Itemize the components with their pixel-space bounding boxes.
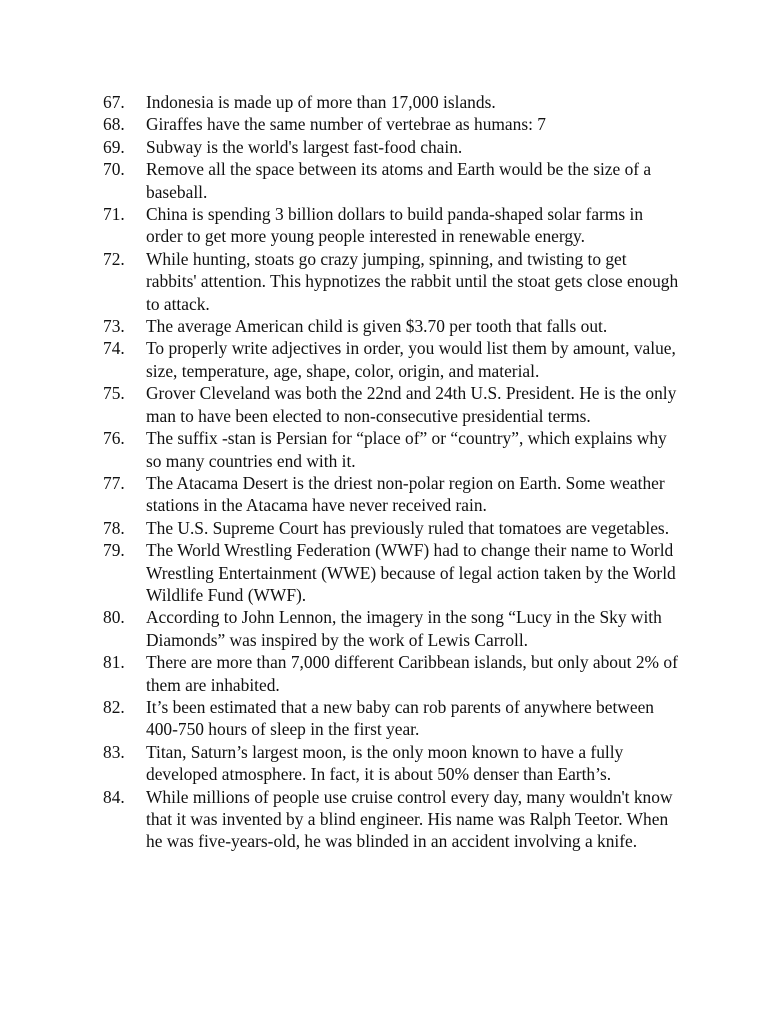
list-item	[100, 203, 680, 248]
list-item	[100, 337, 680, 382]
list-item-number: 69.	[103, 136, 125, 157]
list-item-text: There are more than 7,000 different Caribbean islands, but only about 2% of them are inhabited.	[146, 652, 678, 695]
list-item-text: Giraffes have the same number of vertebrae as humans: 7	[146, 114, 546, 135]
list-item-number: 81.	[103, 652, 125, 673]
list-item	[100, 696, 680, 741]
list-item	[100, 472, 680, 517]
list-item	[100, 136, 680, 158]
list-item-number: 68.	[103, 114, 125, 135]
list-item	[100, 315, 680, 337]
list-item-number: 71.	[103, 204, 125, 225]
list-item-number: 67.	[103, 92, 125, 112]
list-item-number: 73.	[103, 316, 125, 337]
list-item-text: While millions of people use cruise control every day, many wouldn't know that it was invented by a blind engineer. His name was Ralph Teetor. When he was five-years-old, he was blinded in an accident involving a knife.	[146, 786, 673, 852]
list-item	[100, 786, 680, 853]
list-item-text: The U.S. Supreme Court has previously ruled that tomatoes are vegetables.	[146, 517, 670, 538]
list-item-text: Indonesia is made up of more than 17,000 islands.	[146, 92, 496, 112]
list-item	[100, 606, 680, 651]
list-item-number: 80.	[103, 607, 125, 628]
list-item-text: To properly write adjectives in order, you would list them by amount, value, size, temperature, age, shape, color, origin, and material.	[146, 338, 676, 381]
list-item-number: 77.	[103, 472, 125, 493]
list-item-number: 79.	[103, 540, 125, 561]
list-item	[100, 382, 680, 427]
list-item-text: According to John Lennon, the imagery in the song “Lucy in the Sky with Diamonds” was inspired by the work of Lewis Carroll.	[146, 607, 662, 650]
list-item-number: 72.	[103, 248, 125, 269]
list-item	[100, 651, 680, 696]
list-item	[100, 158, 680, 203]
list-item-number: 84.	[103, 786, 125, 807]
list-item-text: The Atacama Desert is the driest non-polar region on Earth. Some weather stations in the Atacama have never received rain.	[146, 472, 665, 516]
list-item	[100, 539, 680, 606]
list-item	[100, 427, 680, 472]
list-item-number: 78.	[103, 517, 125, 538]
list-item-text: The World Wrestling Federation (WWF) had to change their name to World Wrestling Entertainment (WWE) because of legal action taken by the World Wildlife Fund (WWF).	[146, 540, 676, 605]
list-item-text: Remove all the space between its atoms and Earth would be the size of a baseball.	[146, 159, 652, 202]
list-item-number: 75.	[103, 383, 125, 404]
list-item	[100, 91, 680, 113]
list-item-text: It’s been estimated that a new baby can rob parents of anywhere between 400-750 hours of sleep in the first year.	[146, 696, 654, 740]
list-item-text: China is spending 3 billion dollars to build panda-shaped solar farms in order to get more young people interested in renewable energy.	[146, 204, 644, 247]
facts-list	[100, 91, 680, 853]
list-item-number: 70.	[103, 159, 125, 180]
list-item-text: The average American child is given $3.70 per tooth that falls out.	[146, 316, 608, 337]
list-item-text: While hunting, stoats go crazy jumping, spinning, and twisting to get rabbits' attention. This hypnotizes the rabbit until the stoat gets close enough to attack.	[146, 248, 679, 314]
list-item	[100, 248, 680, 315]
list-item-text: The suffix -stan is Persian for “place of” or “country”, which explains why so many countries end with it.	[146, 428, 667, 471]
list-item	[100, 517, 680, 539]
list-item-text: Subway is the world's largest fast-food chain.	[146, 136, 463, 157]
list-item-number: 83.	[103, 741, 125, 762]
list-item	[100, 113, 680, 135]
list-item-number: 74.	[103, 338, 125, 359]
list-item	[100, 741, 680, 786]
list-item-text: Titan, Saturn’s largest moon, is the only moon known to have a fully developed atmosphere. In fact, it is about 50% denser than Earth’s.	[146, 741, 624, 785]
list-item-number: 82.	[103, 696, 125, 717]
list-item-number: 76.	[103, 428, 125, 449]
list-item-text: Grover Cleveland was both the 22nd and 24th U.S. President. He is the only man to have been elected to non-consecutive presidential terms.	[146, 383, 677, 426]
